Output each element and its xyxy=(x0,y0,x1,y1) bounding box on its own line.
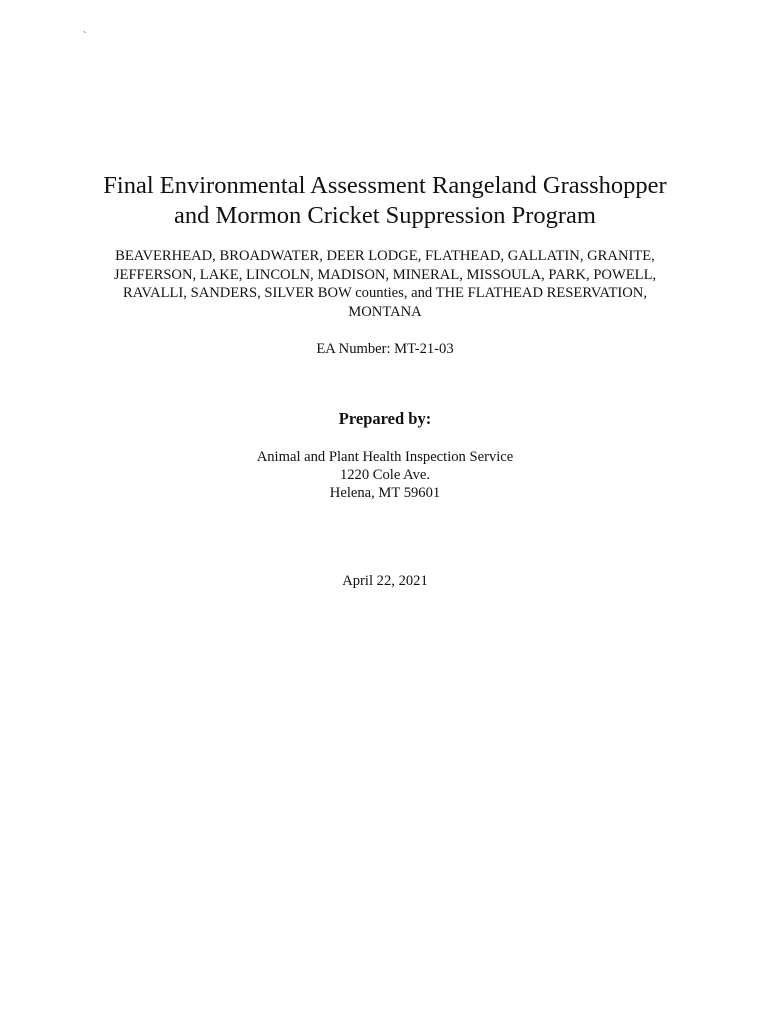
preparer-organization: Animal and Plant Health Inspection Service xyxy=(256,449,514,465)
counties-line-3: RAVALLI, SANDERS, SILVER BOW counties, and THE FLATHEAD RESERVATION, xyxy=(123,285,647,301)
prepared-by-heading: Prepared by: xyxy=(338,409,432,428)
title-line-2: and Mormon Cricket Suppression Program xyxy=(174,202,596,229)
document-title xyxy=(60,171,710,231)
ea-number: EA Number: MT-21-03 xyxy=(316,341,454,357)
counties-list xyxy=(60,247,710,321)
preparer-address xyxy=(60,448,710,502)
stray-mark: ` xyxy=(83,30,87,42)
preparer-city-state-zip: Helena, MT 59601 xyxy=(329,485,441,501)
title-line-1: Final Environmental Assessment Rangeland Grasshopper xyxy=(103,172,667,199)
counties-line-2: JEFFERSON, LAKE, LINCOLN, MADISON, MINERAL, MISSOULA, PARK, POWELL, xyxy=(113,266,657,283)
counties-line-4: MONTANA xyxy=(348,303,422,320)
counties-line-1: BEAVERHEAD, BROADWATER, DEER LODGE, FLATHEAD, GALLATIN, GRANITE, xyxy=(115,248,655,264)
preparer-street: 1220 Cole Ave. xyxy=(339,467,431,483)
document-date: April 22, 2021 xyxy=(342,573,428,589)
